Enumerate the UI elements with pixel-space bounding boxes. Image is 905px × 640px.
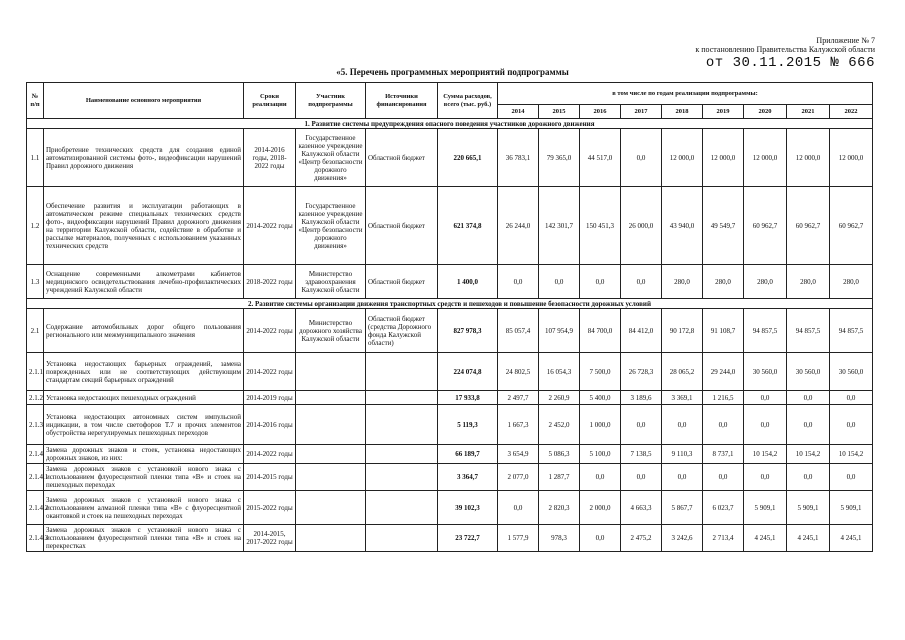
year-value-2018: 280,0 bbox=[662, 265, 703, 299]
appendix-number: Приложение № 7 bbox=[816, 36, 875, 45]
table-row bbox=[27, 445, 873, 464]
table-row bbox=[27, 265, 873, 299]
row-number: 2.1.3 bbox=[27, 405, 44, 445]
year-value-2021: 30 560,0 bbox=[787, 353, 830, 391]
year-value-2014: 26 244,0 bbox=[498, 187, 539, 265]
year-value-2020: 0,0 bbox=[744, 464, 787, 491]
year-value-2015: 2 260,9 bbox=[539, 391, 580, 405]
implementation-terms: 2014-2022 годы bbox=[244, 187, 296, 265]
funding-source: Областной бюджет bbox=[366, 129, 438, 187]
year-value-2016: 0,0 bbox=[580, 525, 621, 552]
section-title: 2. Развитие системы организации движения транспортных средств и пешеходов и повышение безопасности дорожных условий bbox=[27, 299, 873, 309]
header-name: Наименование основного мероприятия bbox=[44, 83, 244, 119]
year-value-2021: 0,0 bbox=[787, 464, 830, 491]
year-value-2015: 5 086,3 bbox=[539, 445, 580, 464]
implementation-terms: 2014-2015 годы bbox=[244, 464, 296, 491]
year-value-2020: 280,0 bbox=[744, 265, 787, 299]
year-value-2022: 30 560,0 bbox=[830, 353, 873, 391]
year-value-2017: 4 663,3 bbox=[621, 491, 662, 525]
year-value-2020: 5 909,1 bbox=[744, 491, 787, 525]
implementation-terms: 2014-2016 годы bbox=[244, 405, 296, 445]
funding-source bbox=[366, 445, 438, 464]
total-amount: 39 102,3 bbox=[438, 491, 498, 525]
row-number: 2.1.2 bbox=[27, 391, 44, 405]
participant: Государственное казенное учреждение Калужской области «Центр безопасности дорожного движения» bbox=[296, 129, 366, 187]
table-row bbox=[27, 309, 873, 353]
header-year-2015: 2015 bbox=[539, 105, 580, 119]
year-value-2017: 7 138,5 bbox=[621, 445, 662, 464]
participant: Государственное казенное учреждение Калужской области «Центр безопасности дорожного движения» bbox=[296, 187, 366, 265]
year-value-2017: 0,0 bbox=[621, 405, 662, 445]
year-value-2018: 12 000,0 bbox=[662, 129, 703, 187]
year-value-2014: 1 667,3 bbox=[498, 405, 539, 445]
measure-name: Содержание автомобильных дорог общего пользования регионального или межмуниципального значения bbox=[44, 309, 244, 353]
year-value-2018: 3 242,6 bbox=[662, 525, 703, 552]
year-value-2018: 0,0 bbox=[662, 405, 703, 445]
year-value-2017: 26 728,3 bbox=[621, 353, 662, 391]
row-number: 1.3 bbox=[27, 265, 44, 299]
year-value-2018: 90 172,8 bbox=[662, 309, 703, 353]
year-value-2019: 0,0 bbox=[703, 464, 744, 491]
year-value-2017: 3 189,6 bbox=[621, 391, 662, 405]
header-year-2021: 2021 bbox=[787, 105, 830, 119]
year-value-2015: 16 054,3 bbox=[539, 353, 580, 391]
year-value-2021: 0,0 bbox=[787, 391, 830, 405]
year-value-2021: 60 962,7 bbox=[787, 187, 830, 265]
appendix-date: от 30.11.2015 № 666 bbox=[705, 55, 875, 71]
year-value-2014: 0,0 bbox=[498, 265, 539, 299]
funding-source bbox=[366, 391, 438, 405]
measure-name: Замена дорожных знаков с установкой нового знака с использованием флуоресцентной пленки типа «В» и стоек на перекрестках bbox=[44, 525, 244, 552]
header-terms: Сроки реализации bbox=[244, 83, 296, 119]
year-value-2021: 94 857,5 bbox=[787, 309, 830, 353]
year-value-2018: 0,0 bbox=[662, 464, 703, 491]
year-value-2016: 1 000,0 bbox=[580, 405, 621, 445]
year-value-2019: 6 023,7 bbox=[703, 491, 744, 525]
section-header-row bbox=[27, 299, 873, 309]
year-value-2016: 5 400,0 bbox=[580, 391, 621, 405]
section-header-row bbox=[27, 119, 873, 129]
implementation-terms: 2015-2022 годы bbox=[244, 491, 296, 525]
table-row bbox=[27, 391, 873, 405]
total-amount: 5 119,3 bbox=[438, 405, 498, 445]
section-title: 1. Развитие системы предупреждения опасного поведения участников дорожного движения bbox=[27, 119, 873, 129]
year-value-2016: 7 500,0 bbox=[580, 353, 621, 391]
table-row bbox=[27, 187, 873, 265]
year-value-2018: 9 110,3 bbox=[662, 445, 703, 464]
implementation-terms: 2014-2016 годы, 2018-2022 годы bbox=[244, 129, 296, 187]
total-amount: 17 933,8 bbox=[438, 391, 498, 405]
participant bbox=[296, 405, 366, 445]
year-value-2022: 60 962,7 bbox=[830, 187, 873, 265]
header-year-2017: 2017 bbox=[621, 105, 662, 119]
year-value-2020: 0,0 bbox=[744, 405, 787, 445]
year-value-2016: 84 700,0 bbox=[580, 309, 621, 353]
year-value-2017: 26 000,0 bbox=[621, 187, 662, 265]
year-value-2015: 1 287,7 bbox=[539, 464, 580, 491]
year-value-2014: 0,0 bbox=[498, 491, 539, 525]
measure-name: Замена дорожных знаков и стоек, установка недостающих дорожных знаков, из них: bbox=[44, 445, 244, 464]
funding-source bbox=[366, 405, 438, 445]
participant bbox=[296, 353, 366, 391]
year-value-2015: 2 820,3 bbox=[539, 491, 580, 525]
year-value-2019: 8 737,1 bbox=[703, 445, 744, 464]
year-value-2017: 0,0 bbox=[621, 265, 662, 299]
implementation-terms: 2014-2019 годы bbox=[244, 391, 296, 405]
year-value-2014: 85 057,4 bbox=[498, 309, 539, 353]
year-value-2015: 142 301,7 bbox=[539, 187, 580, 265]
year-value-2022: 10 154,2 bbox=[830, 445, 873, 464]
year-value-2020: 0,0 bbox=[744, 391, 787, 405]
year-value-2016: 5 100,0 bbox=[580, 445, 621, 464]
year-value-2019: 91 108,7 bbox=[703, 309, 744, 353]
year-value-2018: 43 940,0 bbox=[662, 187, 703, 265]
implementation-terms: 2018-2022 годы bbox=[244, 265, 296, 299]
header-by-years: в том числе по годам реализации подпрограммы: bbox=[498, 83, 873, 105]
document-title: «5. Перечень программных мероприятий подпрограммы bbox=[336, 67, 569, 77]
measures-table bbox=[26, 82, 873, 552]
year-value-2021: 12 000,0 bbox=[787, 129, 830, 187]
total-amount: 3 364,7 bbox=[438, 464, 498, 491]
year-value-2019: 280,0 bbox=[703, 265, 744, 299]
row-number: 2.1 bbox=[27, 309, 44, 353]
year-value-2020: 4 245,1 bbox=[744, 525, 787, 552]
row-number: 2.1.4.3 bbox=[27, 525, 44, 552]
participant bbox=[296, 391, 366, 405]
implementation-terms: 2014-2015, 2017-2022 годы bbox=[244, 525, 296, 552]
participant bbox=[296, 445, 366, 464]
year-value-2015: 2 452,0 bbox=[539, 405, 580, 445]
measure-name: Установка недостающих пешеходных ограждений bbox=[44, 391, 244, 405]
year-value-2019: 12 000,0 bbox=[703, 129, 744, 187]
table-row bbox=[27, 129, 873, 187]
total-amount: 224 074,8 bbox=[438, 353, 498, 391]
year-value-2014: 1 577,9 bbox=[498, 525, 539, 552]
year-value-2015: 107 954,9 bbox=[539, 309, 580, 353]
year-value-2021: 280,0 bbox=[787, 265, 830, 299]
table-row bbox=[27, 464, 873, 491]
year-value-2021: 10 154,2 bbox=[787, 445, 830, 464]
year-value-2015: 0,0 bbox=[539, 265, 580, 299]
year-value-2014: 2 497,7 bbox=[498, 391, 539, 405]
year-value-2017: 0,0 bbox=[621, 464, 662, 491]
year-value-2022: 4 245,1 bbox=[830, 525, 873, 552]
table-row bbox=[27, 405, 873, 445]
implementation-terms: 2014-2022 годы bbox=[244, 309, 296, 353]
year-value-2020: 10 154,2 bbox=[744, 445, 787, 464]
header-participant: Участник подпрограммы bbox=[296, 83, 366, 119]
header-year-2014: 2014 bbox=[498, 105, 539, 119]
funding-source bbox=[366, 464, 438, 491]
header-year-2020: 2020 bbox=[744, 105, 787, 119]
funding-source: Областной бюджет bbox=[366, 187, 438, 265]
table-row bbox=[27, 525, 873, 552]
total-amount: 827 978,3 bbox=[438, 309, 498, 353]
row-number: 2.1.4 bbox=[27, 445, 44, 464]
year-value-2020: 12 000,0 bbox=[744, 129, 787, 187]
year-value-2014: 36 783,1 bbox=[498, 129, 539, 187]
row-number: 1.1 bbox=[27, 129, 44, 187]
measure-name: Обеспечение развития и эксплуатации работающих в автоматическом режиме специальных технических средств фото-, видеофиксации нарушений Правил дорожного движения на территории Калужской области, содействие в обработке и рассылке материалов, полученных с использованием указанных технических средств bbox=[44, 187, 244, 265]
year-value-2022: 0,0 bbox=[830, 405, 873, 445]
measure-name: Оснащение современными алкометрами кабинетов медицинского освидетельствования лечебно-профилактических учреждений Калужской области bbox=[44, 265, 244, 299]
year-value-2019: 29 244,0 bbox=[703, 353, 744, 391]
total-amount: 220 665,1 bbox=[438, 129, 498, 187]
table-row bbox=[27, 491, 873, 525]
year-value-2020: 30 560,0 bbox=[744, 353, 787, 391]
year-value-2018: 5 867,7 bbox=[662, 491, 703, 525]
funding-source bbox=[366, 491, 438, 525]
table-row bbox=[27, 353, 873, 391]
year-value-2017: 84 412,0 bbox=[621, 309, 662, 353]
year-value-2022: 0,0 bbox=[830, 391, 873, 405]
funding-source bbox=[366, 353, 438, 391]
year-value-2015: 79 365,0 bbox=[539, 129, 580, 187]
total-amount: 23 722,7 bbox=[438, 525, 498, 552]
implementation-terms: 2014-2022 годы bbox=[244, 353, 296, 391]
header-num: № п/п bbox=[27, 83, 44, 119]
total-amount: 66 189,7 bbox=[438, 445, 498, 464]
funding-source: Областной бюджет bbox=[366, 265, 438, 299]
year-value-2018: 3 369,1 bbox=[662, 391, 703, 405]
year-value-2019: 1 216,5 bbox=[703, 391, 744, 405]
measure-name: Замена дорожных знаков с установкой нового знака с использованием алмазной пленки типа «В» с флуоресцентной окантовкой и стоек на пешеходных переходах bbox=[44, 491, 244, 525]
participant bbox=[296, 464, 366, 491]
year-value-2017: 2 475,2 bbox=[621, 525, 662, 552]
funding-source bbox=[366, 525, 438, 552]
participant bbox=[296, 491, 366, 525]
year-value-2016: 2 000,0 bbox=[580, 491, 621, 525]
year-value-2022: 280,0 bbox=[830, 265, 873, 299]
year-value-2016: 0,0 bbox=[580, 265, 621, 299]
participant: Министерство дорожного хозяйства Калужской области bbox=[296, 309, 366, 353]
total-amount: 1 400,0 bbox=[438, 265, 498, 299]
year-value-2016: 0,0 bbox=[580, 464, 621, 491]
year-value-2022: 5 909,1 bbox=[830, 491, 873, 525]
year-value-2017: 0,0 bbox=[621, 129, 662, 187]
measure-name: Приобретение технических средств для создания единой автоматизированной системы фото-, видеофиксации нарушений Правил дорожного движения bbox=[44, 129, 244, 187]
row-number: 1.2 bbox=[27, 187, 44, 265]
year-value-2021: 5 909,1 bbox=[787, 491, 830, 525]
header-year-2018: 2018 bbox=[662, 105, 703, 119]
header-total: Сумма расходов, всего (тыс. руб.) bbox=[438, 83, 498, 119]
year-value-2022: 94 857,5 bbox=[830, 309, 873, 353]
year-value-2019: 49 549,7 bbox=[703, 187, 744, 265]
year-value-2014: 2 077,0 bbox=[498, 464, 539, 491]
appendix-block bbox=[695, 36, 875, 71]
year-value-2016: 44 517,0 bbox=[580, 129, 621, 187]
year-value-2016: 150 451,3 bbox=[580, 187, 621, 265]
year-value-2014: 3 654,9 bbox=[498, 445, 539, 464]
year-value-2019: 2 713,4 bbox=[703, 525, 744, 552]
header-year-2022: 2022 bbox=[830, 105, 873, 119]
year-value-2015: 978,3 bbox=[539, 525, 580, 552]
year-value-2022: 12 000,0 bbox=[830, 129, 873, 187]
year-value-2021: 0,0 bbox=[787, 405, 830, 445]
header-year-2016: 2016 bbox=[580, 105, 621, 119]
year-value-2020: 94 857,5 bbox=[744, 309, 787, 353]
year-value-2020: 60 962,7 bbox=[744, 187, 787, 265]
year-value-2018: 28 065,2 bbox=[662, 353, 703, 391]
measure-name: Установка недостающих автономных систем импульсной индикации, в том числе светофоров Т.7 и прочих элементов обустройства нерегулируемых пешеходных переходов bbox=[44, 405, 244, 445]
row-number: 2.1.1 bbox=[27, 353, 44, 391]
row-number: 2.1.4.1 bbox=[27, 464, 44, 491]
header-source: Источники финансирования bbox=[366, 83, 438, 119]
year-value-2019: 0,0 bbox=[703, 405, 744, 445]
total-amount: 621 374,8 bbox=[438, 187, 498, 265]
funding-source: Областной бюджет (средства Дорожного фонда Калужской области) bbox=[366, 309, 438, 353]
measure-name: Установка недостающих барьерных ограждений, замена поврежденных или не соответствующих действующим стандартам секций барьерных ограждений bbox=[44, 353, 244, 391]
year-value-2022: 0,0 bbox=[830, 464, 873, 491]
year-value-2021: 4 245,1 bbox=[787, 525, 830, 552]
appendix-decree: к постановлению Правительства Калужской области bbox=[695, 45, 875, 54]
implementation-terms: 2014-2022 годы bbox=[244, 445, 296, 464]
participant bbox=[296, 525, 366, 552]
measure-name: Замена дорожных знаков с установкой нового знака с использованием флуоресцентной пленки типа «В» и стоек на пешеходных переходах bbox=[44, 464, 244, 491]
header-year-2019: 2019 bbox=[703, 105, 744, 119]
participant: Министерство здравоохранения Калужской области bbox=[296, 265, 366, 299]
year-value-2014: 24 802,5 bbox=[498, 353, 539, 391]
row-number: 2.1.4.2 bbox=[27, 491, 44, 525]
